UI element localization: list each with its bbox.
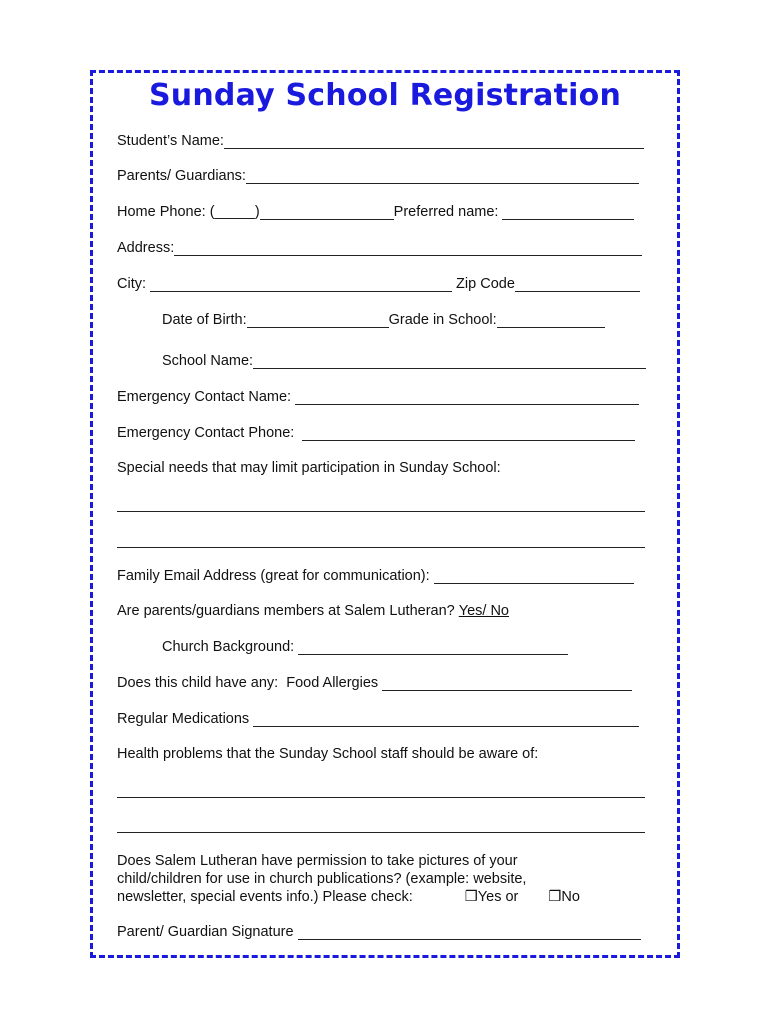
emergency-name-field[interactable] bbox=[295, 391, 639, 405]
no-checkbox[interactable]: ❒No bbox=[548, 889, 580, 905]
permission-line-1: Does Salem Lutheran have permission to take pictures of your bbox=[117, 853, 518, 869]
grade-label: Grade in School: bbox=[388, 312, 497, 328]
emergency-phone-field[interactable] bbox=[302, 427, 635, 441]
yes-checkbox[interactable]: ❒Yes or bbox=[464, 889, 519, 905]
emergency-phone-row bbox=[117, 425, 635, 441]
medications-row bbox=[117, 711, 639, 727]
members-row bbox=[117, 603, 509, 619]
phone-row bbox=[117, 204, 634, 220]
emergency-phone-label: Emergency Contact Phone: bbox=[117, 425, 303, 441]
grade-field[interactable] bbox=[497, 314, 605, 328]
permission-line-2: child/children for use in church publications? (example: website, bbox=[117, 871, 527, 887]
members-question: Are parents/guardians members at Salem Lutheran? bbox=[117, 603, 459, 619]
dob-field[interactable] bbox=[247, 314, 389, 328]
photo-permission bbox=[117, 852, 617, 906]
city-label: City: bbox=[117, 276, 151, 292]
dob-label: Date of Birth: bbox=[162, 312, 247, 328]
health-problems-row bbox=[117, 746, 538, 762]
medications-label: Regular Medications bbox=[117, 711, 254, 727]
city-row bbox=[117, 276, 640, 292]
permission-line-3: newsletter, special events info.) Please check: bbox=[117, 889, 413, 905]
zip-code-field[interactable] bbox=[515, 278, 640, 292]
health-problems-line-1[interactable] bbox=[117, 797, 645, 798]
student-name-label: Student’s Name: bbox=[117, 133, 224, 149]
allergies-label: Does this child have any: Food Allergies bbox=[117, 675, 383, 691]
home-phone-label: Home Phone: (_____) bbox=[117, 204, 260, 220]
special-needs-line-1[interactable] bbox=[117, 511, 645, 512]
church-background-field[interactable] bbox=[298, 641, 568, 655]
signature-field[interactable] bbox=[298, 926, 641, 940]
special-needs-line-2[interactable] bbox=[117, 547, 645, 548]
members-options[interactable]: Yes/ No bbox=[458, 603, 509, 619]
dob-row bbox=[162, 312, 605, 328]
medications-field[interactable] bbox=[253, 713, 639, 727]
school-name-field[interactable] bbox=[253, 355, 646, 369]
allergies-row bbox=[117, 675, 632, 691]
allergies-field[interactable] bbox=[382, 677, 632, 691]
address-row bbox=[117, 240, 642, 256]
signature-label: Parent/ Guardian Signature bbox=[117, 924, 298, 940]
address-field[interactable] bbox=[174, 242, 642, 256]
emergency-name-label: Emergency Contact Name: bbox=[117, 389, 296, 405]
church-background-label: Church Background: bbox=[162, 639, 299, 655]
preferred-name-field[interactable] bbox=[502, 206, 634, 220]
form-title: Sunday School Registration bbox=[148, 78, 622, 113]
school-name-label: School Name: bbox=[162, 353, 254, 369]
health-problems-label: Health problems that the Sunday School staff should be aware of: bbox=[117, 746, 539, 762]
preferred-name-label: Preferred name: bbox=[393, 204, 503, 220]
family-email-field[interactable] bbox=[434, 570, 634, 584]
signature-row bbox=[117, 924, 641, 940]
church-background-row bbox=[162, 639, 568, 655]
family-email-row bbox=[117, 568, 634, 584]
home-phone-field[interactable] bbox=[260, 206, 394, 220]
address-label: Address: bbox=[117, 240, 175, 256]
family-email-label: Family Email Address (great for communication): bbox=[117, 568, 434, 584]
health-problems-line-2[interactable] bbox=[117, 832, 645, 833]
zip-code-label: Zip Code bbox=[452, 276, 515, 292]
parents-label: Parents/ Guardians: bbox=[117, 168, 246, 184]
special-needs-row bbox=[117, 460, 501, 476]
parents-row bbox=[117, 168, 639, 184]
parents-field[interactable] bbox=[246, 170, 639, 184]
school-name-row bbox=[162, 353, 646, 369]
emergency-name-row bbox=[117, 389, 639, 405]
student-name-field[interactable] bbox=[224, 135, 644, 149]
student-name-row bbox=[117, 133, 644, 149]
city-field[interactable] bbox=[150, 278, 452, 292]
special-needs-label: Special needs that may limit participation in Sunday School: bbox=[117, 460, 501, 476]
